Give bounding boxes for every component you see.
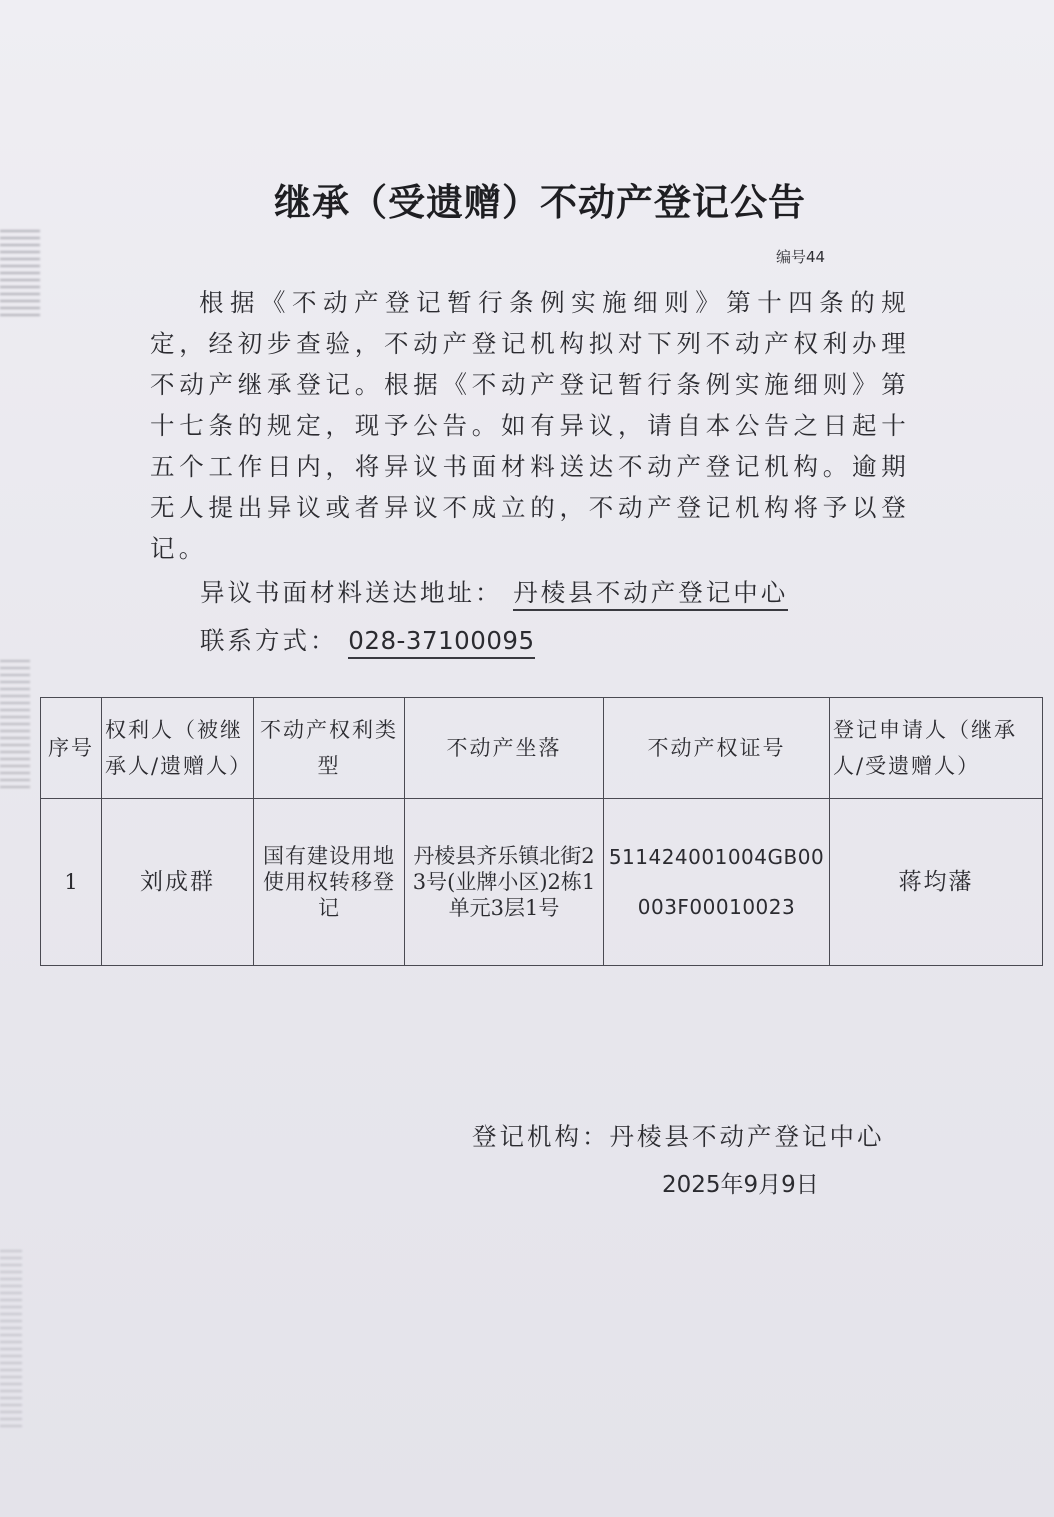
header-right-holder: 权利人（被继承人/遗赠人）: [102, 698, 254, 799]
contact-phone: 028-37100095: [348, 626, 534, 659]
header-applicant: 登记申请人（继承人/受遗赠人）: [830, 698, 1043, 799]
table-row: [41, 799, 1043, 966]
cell-certificate: 511424001004GB00003F00010023: [604, 799, 830, 966]
header-certificate: 不动产权证号: [604, 698, 830, 799]
cell-right-holder: 刘成群: [102, 799, 254, 966]
header-seq: 序号: [41, 698, 102, 799]
contact-label: 联系方式：: [200, 626, 338, 655]
document-title: 继承（受遗赠）不动产登记公告: [274, 181, 806, 224]
cell-seq: 1: [41, 799, 102, 966]
address-label: 异议书面材料送达地址：: [200, 578, 503, 607]
scan-smudge: [0, 1250, 22, 1430]
cell-location: 丹棱县齐乐镇北街23号(业牌小区)2栋1单元3层1号: [405, 799, 604, 966]
table-header-row: [41, 698, 1043, 799]
signature-date: 2025年9月9日: [662, 1172, 819, 1198]
cell-applicant: 蒋均藩: [830, 799, 1043, 966]
document-number: 编号44: [776, 248, 826, 266]
scan-smudge: [0, 660, 30, 790]
notice-body: 根据《不动产登记暂行条例实施细则》第十四条的规定，经初步查验，不动产登记机构拟对下列不动产权利办理不动产继承登记。根据《不动产登记暂行条例实施细则》第十七条的规定，现予公告。如有异议，请自本公告之日起十五个工作日内，将异议书面材料送达不动产登记机构。逾期无人提出异议或者异议不成立的，不动产登记机构将予以登记。: [150, 288, 910, 563]
header-location: 不动产坐落: [405, 698, 604, 799]
header-right-type: 不动产权利类型: [254, 698, 405, 799]
address-value: 丹棱县不动产登记中心: [513, 578, 788, 611]
scan-smudge: [0, 230, 40, 320]
objection-address: [200, 574, 788, 609]
cell-right-type: 国有建设用地使用权转移登记: [254, 799, 405, 966]
contact-info: [200, 622, 535, 657]
registry-table: [40, 697, 1043, 966]
signature-organization: 登记机构：丹棱县不动产登记中心: [472, 1122, 885, 1151]
